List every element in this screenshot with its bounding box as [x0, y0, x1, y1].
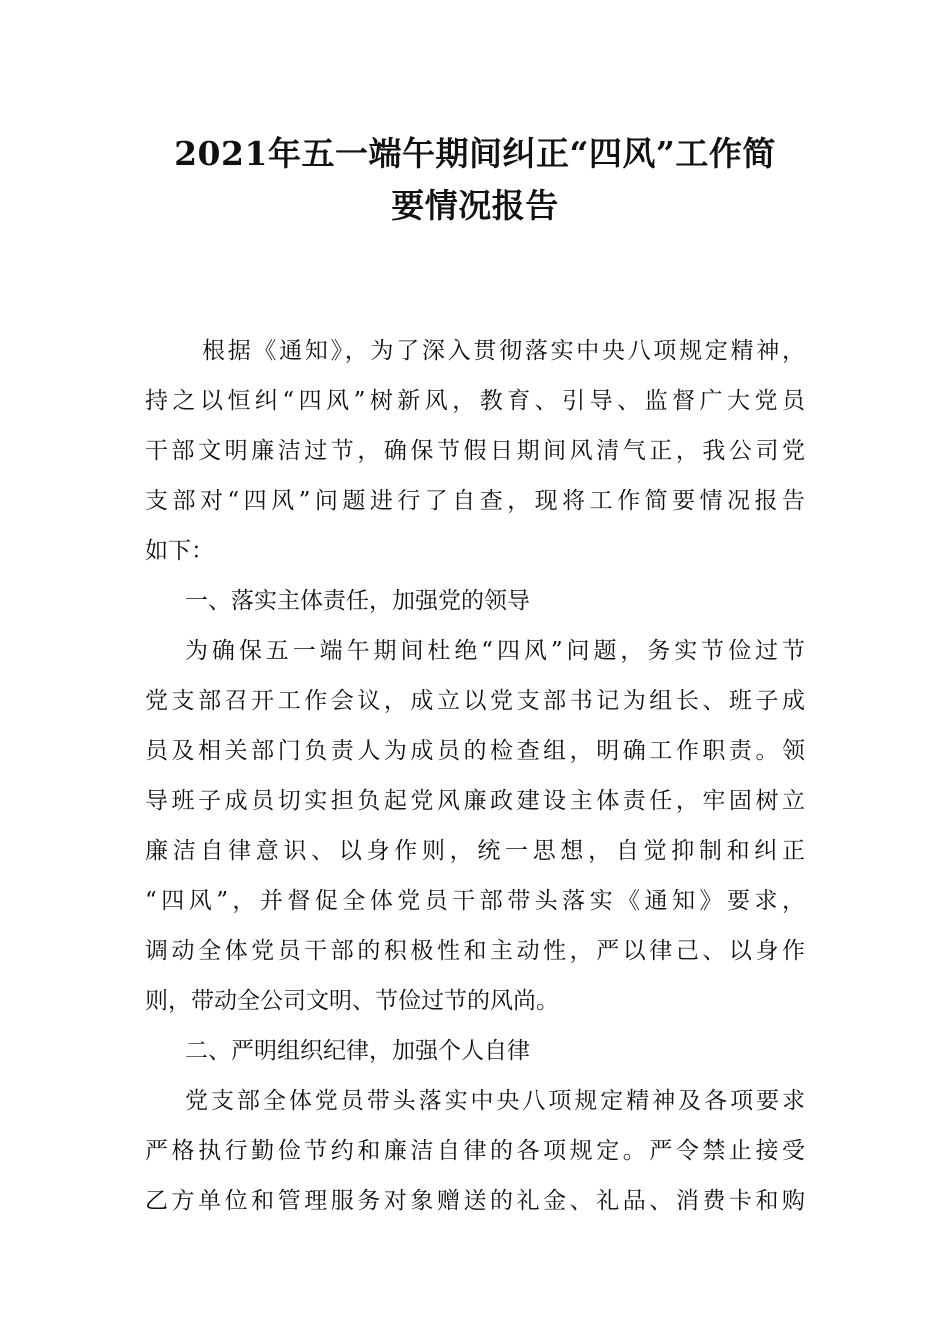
body-line-3: 干部文明廉洁过节，确保节假日期间风清气正，我公司党 — [145, 438, 805, 464]
body-line-9: 员及相关部门负责人为成员的检查组，明确工作职责。领 — [145, 738, 805, 764]
body-line-12: “四风”，并督促全体党员干部带头落实《通知》要求， — [145, 888, 805, 914]
body-line-17: 严格执行勤俭节约和廉洁自律的各项规定。严令禁止接受 — [145, 1138, 805, 1164]
body-line-4: 支部对“四风”问题进行了自查，现将工作简要情况报告 — [145, 488, 805, 514]
section-heading-2: 二、严明组织纪律，加强个人自律 — [185, 1038, 530, 1064]
body-line-7: 为确保五一端午期间杜绝“四风”问题，务实节俭过节 — [185, 638, 805, 664]
document-title-line-2: 要情况报告 — [391, 186, 559, 225]
body-line-13: 调动全体党员干部的积极性和主动性，严以律己、以身作 — [145, 938, 805, 964]
body-line-1: 根据《通知》，为了深入贯彻落实中央八项规定精神， — [202, 338, 805, 364]
body-line-2: 持之以恒纠“四风”树新风，教育、引导、监督广大党员 — [145, 388, 805, 414]
body-line-5: 如下： — [145, 538, 214, 564]
body-line-14: 则，带动全公司文明、节俭过节的风尚。 — [145, 988, 559, 1014]
body-line-16: 党支部全体党员带头落实中央八项规定精神及各项要求 — [185, 1088, 805, 1114]
body-line-8: 党支部召开工作会议，成立以党支部书记为组长、班子成 — [145, 688, 805, 714]
body-line-11: 廉洁自律意识、以身作则，统一思想，自觉抑制和纠正 — [145, 838, 805, 864]
document-title-line-1: 2021年五一端午期间纠正“四风”工作简 — [174, 134, 776, 173]
body-line-18: 乙方单位和管理服务对象赠送的礼金、礼品、消费卡和购 — [145, 1188, 805, 1214]
section-heading-1: 一、落实主体责任，加强党的领导 — [185, 588, 530, 614]
body-line-10: 导班子成员切实担负起党风廉政建设主体责任，牢固树立 — [145, 788, 805, 814]
